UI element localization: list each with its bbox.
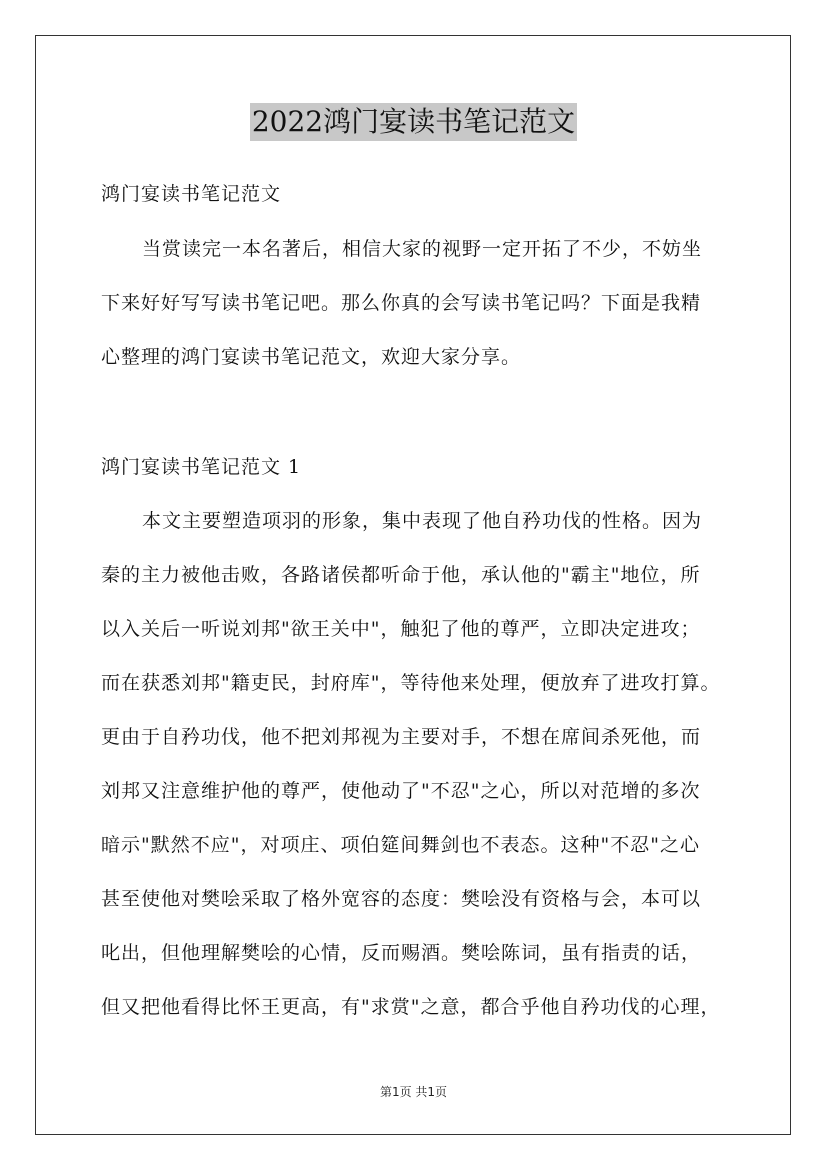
body-line-3: 以入关后一听说刘邦"欲王关中"，触犯了他的尊严，立即决定进攻；	[101, 618, 701, 640]
body-line-4: 而在获悉刘邦"籍吏民，封府库"，等待他来处理，便放弃了进攻打算。	[101, 672, 721, 694]
body-line-8: 甚至使他对樊哙采取了格外宽容的态度：樊哙没有资格与会，本可以	[101, 888, 702, 910]
document-title: 2022鸿门宴读书笔记范文	[250, 103, 577, 141]
title-container	[0, 103, 827, 141]
body-line-7: 暗示"默然不应"，对项庄、项伯筵间舞剑也不表态。这种"不忍"之心	[101, 834, 700, 856]
body-line-5: 更由于自矜功伐，他不把刘邦视为主要对手，不想在席间杀死他，而	[101, 726, 702, 748]
section-heading: 鸿门宴读书笔记范文 1	[101, 456, 302, 478]
intro-line-3: 心整理的鸿门宴读书笔记范文，欢迎大家分享。	[101, 346, 522, 368]
intro-line-2: 下来好好写写读书笔记吧。那么你真的会写读书笔记吗？下面是我精	[101, 292, 702, 314]
body-line-2: 秦的主力被他击败，各路诸侯都听命于他，承认他的"霸主"地位，所	[101, 564, 701, 586]
body-line-6: 刘邦又注意维护他的尊严，使他动了"不忍"之心，所以对范增的多次	[101, 780, 701, 802]
body-line-1: 本文主要塑造项羽的形象，集中表现了他自矜功伐的性格。因为	[142, 510, 703, 532]
page-footer: 第1页 共1页	[379, 1085, 448, 1099]
intro-line-1: 当赏读完一本名著后，相信大家的视野一定开拓了不少，不妨坐	[142, 238, 703, 260]
document-subtitle: 鸿门宴读书笔记范文	[101, 183, 282, 205]
body-line-10: 但又把他看得比怀王更高，有"求赏"之意，都合乎他自矜功伐的心理，	[101, 996, 721, 1018]
body-line-9: 叱出，但他理解樊哙的心情，反而赐酒。樊哙陈词，虽有指责的话，	[101, 942, 702, 964]
